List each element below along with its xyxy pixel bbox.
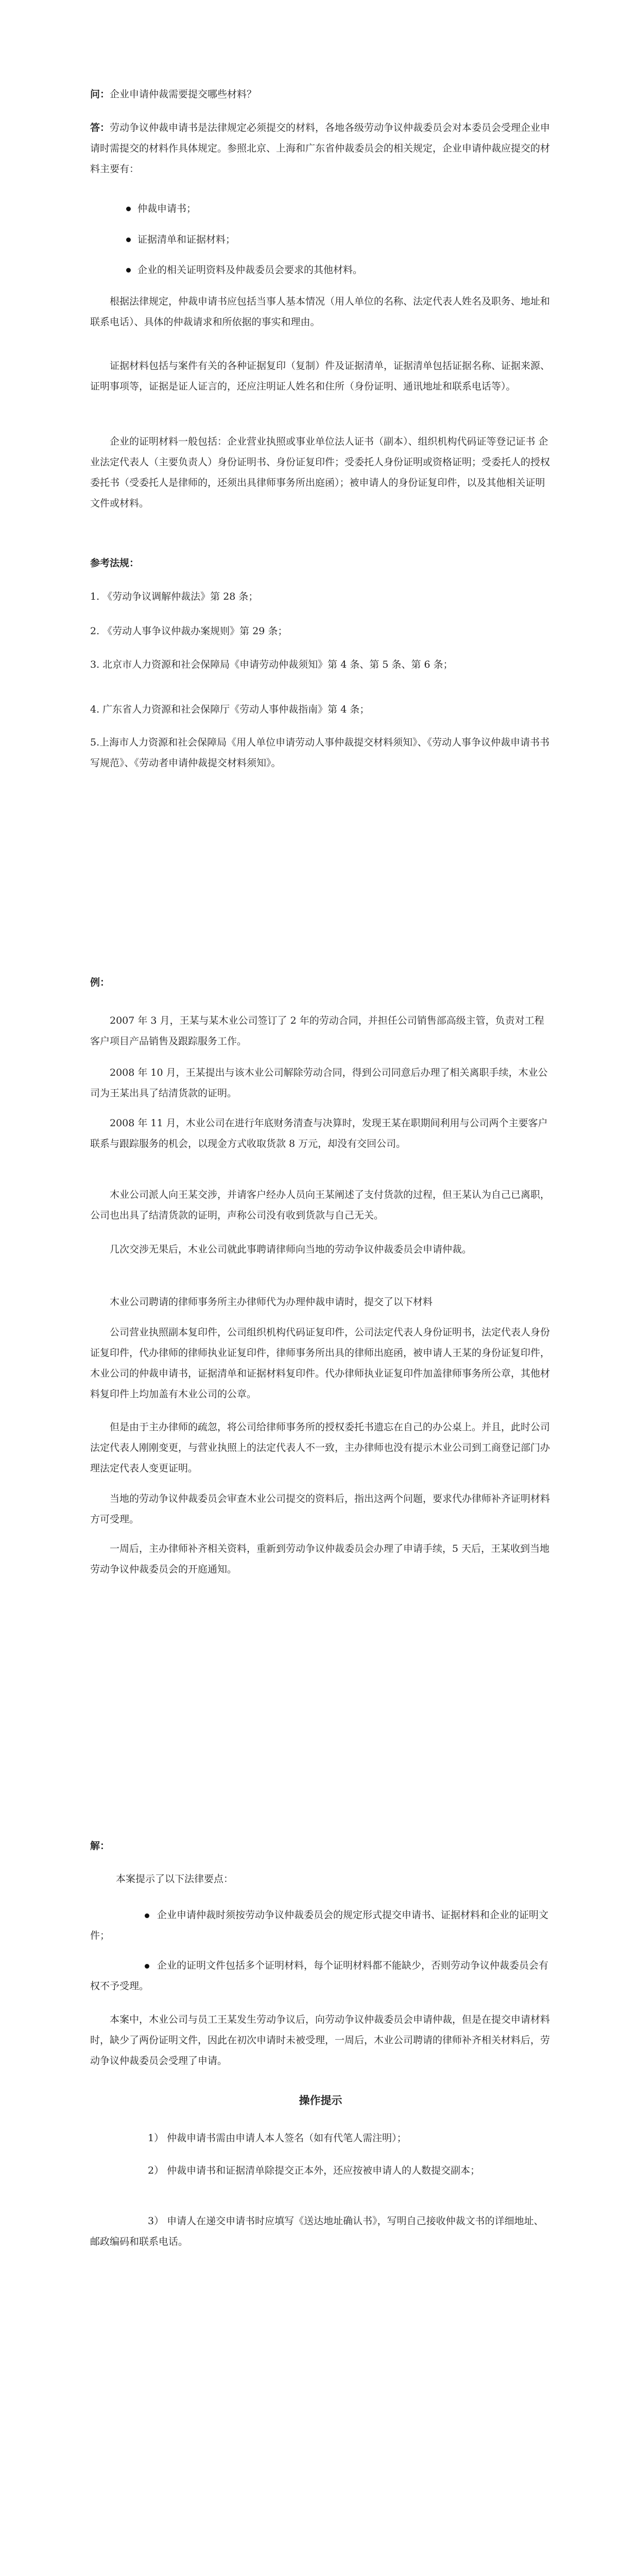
solution-conclusion: 本案中，木业公司与员工王某发生劳动争议后，向劳动争议仲裁委员会申请仲裁，但是在提交申请材料时，缺少了两份证明文件，因此在初次申请时未被受理，一周后，木业公司聘请的律师补齐相关材料后，劳动争议仲裁委员会受理了申请。	[90, 2014, 550, 2066]
solution-bullet	[90, 1955, 551, 1996]
example-paragraph: 木业公司聘请的律师事务所主办律师代为办理仲裁申请时，提交了以下材料	[110, 1296, 433, 1308]
example-paragraph: 但是由于主办律师的疏忽，将公司给律师事务所的授权委托书遗忘在自己的办公桌上。并且，此时公司法定代表人刚刚变更，与营业执照上的法定代表人不一致，主办律师也没有提示木业公司到工商登记部门办理法定代表人变更证明。	[90, 1421, 550, 1474]
tip-item: 1） 仲裁申请书需由申请人本人签名（如有代笔人需注明）；	[148, 2132, 407, 2144]
bullet-dot	[145, 1964, 149, 1969]
reference-item: 4. 广东省人力资源和社会保障厅《劳动人事仲裁指南》第 4 条；	[90, 704, 370, 715]
example-paragraph: 公司营业执照副本复印件，公司组织机构代码证复印件，公司法定代表人身份证明书，法定代表人身份证复印件，代办律师的律师执业证复印件，律师事务所出具的律师出庭函，被申请人王某的身份证复印件，木业公司的仲裁申请书，证据清单和证据材料复印件。代办律师执业证复印件加盖律师事务所公章，其他材料复印件上均加盖有木业公司的公章。	[90, 1327, 550, 1400]
answer-bullet: 证据清单和证据材料；	[137, 229, 544, 250]
answer-bullet: 仲裁申请书；	[137, 198, 544, 219]
solution-bullet	[90, 1905, 551, 1946]
bullet-dot	[145, 1913, 149, 1918]
example-paragraph: 2007 年 3 月，王某与某木业公司签订了 2 年的劳动合同，并担任公司销售部高级主管，负责对工程客户项目产品销售及跟踪服务工作。	[90, 1015, 544, 1047]
solution-intro: 本案提示了以下法律要点：	[116, 1873, 234, 1885]
references-title: 参考法规：	[90, 557, 140, 569]
example-paragraph: 木业公司派人向王某交涉，并请客户经办人员向王某阐述了支付货款的过程，但王某认为自己已离职，公司也出具了结清货款的证明，声称公司没有收到货款与自己无关。	[90, 1189, 550, 1221]
question-text: 企业申请仲裁需要提交哪些材料？	[110, 89, 257, 100]
solution-bullet-text: 企业申请仲裁时须按劳动争议仲裁委员会的规定形式提交申请书、证据材料和企业的证明文件；	[90, 1909, 549, 1941]
example-title: 例：	[90, 977, 110, 988]
tip-item: 3） 申请人在递交申请书时应填写《送达地址确认书》，写明自己接收仲裁文书的详细地址、邮政编码和联系电话。	[90, 2215, 544, 2247]
solution-title: 解：	[90, 1840, 110, 1852]
question-line	[90, 84, 551, 105]
answer-paragraph	[90, 117, 551, 179]
answer-label: 答：	[90, 122, 110, 133]
reference-item: 3. 北京市人力资源和社会保障局《申请劳动仲裁须知》第 4 条、第 5 条、第 6 条；	[90, 659, 453, 670]
example-paragraph: 几次交涉无果后，木业公司就此事聘请律师向当地的劳动争议仲裁委员会申请仲裁。	[110, 1244, 472, 1255]
answer-text: 劳动争议仲裁申请书是法律规定必须提交的材料，各地各级劳动争议仲裁委员会对本委员会受理企业申请时需提交的材料作具体规定。参照北京、上海和广东省仲裁委员会的相关规定，企业申请仲裁应提交的材料主要有：	[90, 122, 550, 175]
example-paragraph: 2008 年 10 月，王某提出与该木业公司解除劳动合同，得到公司同意后办理了相关离职手续，木业公司为王某出具了结清货款的证明。	[90, 1067, 548, 1099]
example-paragraph: 2008 年 11 月，木业公司在进行年底财务清查与决算时，发现王某在职期间利用与公司两个主要客户联系与跟踪服务的机会，以现金方式收取货款 8 万元，却没有交回公司。	[90, 1117, 548, 1149]
answer-bullet: 企业的相关证明资料及仲裁委员会要求的其他材料。	[137, 260, 544, 280]
answer-paragraph: 证据材料包括与案件有关的各种证据复印（复制）件及证据清单，证据清单包括证据名称、证据来源、证明事项等，证据是证人证言的，还应注明证人姓名和住所（身份证明、通讯地址和联系电话等）。	[90, 360, 550, 392]
reference-item: 2. 《劳动人事争议仲裁办案规则》第 29 条；	[90, 625, 288, 637]
tip-item: 2） 仲裁申请书和证据清单除提交正本外，还应按被申请人的人数提交副本；	[148, 2165, 480, 2176]
solution-bullet-text: 企业的证明文件包括多个证明材料，每个证明材料都不能缺少，否则劳动争议仲裁委员会有权不予受理。	[90, 1960, 549, 1992]
answer-paragraph: 根据法律规定，仲裁申请书应包括当事人基本情况（用人单位的名称、法定代表人姓名及职务、地址和联系电话）、具体的仲裁请求和所依据的事实和理由。	[90, 296, 550, 328]
example-paragraph: 当地的劳动争议仲裁委员会审查木业公司提交的资料后，指出这两个问题，要求代办律师补齐证明材料方可受理。	[90, 1493, 550, 1525]
tips-title: 操作提示	[299, 2094, 342, 2107]
reference-item: 1. 《劳动争议调解仲裁法》第 28 条；	[90, 591, 258, 602]
question-label: 问：	[90, 89, 110, 100]
answer-paragraph: 企业的证明材料一般包括：企业营业执照或事业单位法人证书（副本）、组织机构代码证等登记证书 企业法定代表人（主要负责人）身份证明书、身份证复印件；受委托人身份证明或资格证明；受委托人的授权委托书（受委托人是律师的，还须出具律师事务所出庭函）；被申请人的身份证复印件，以及其他相关证明文件或材料。	[90, 436, 550, 509]
reference-item: 5.上海市人力资源和社会保障局《用人单位申请劳动人事仲裁提交材料须知》、《劳动人事争议仲裁申请书书写规范》、《劳动者申请仲裁提交材料须知》。	[90, 737, 550, 769]
example-paragraph: 一周后，主办律师补齐相关资料，重新到劳动争议仲裁委员会办理了申请手续，5 天后，王某收到当地劳动争议仲裁委员会的开庭通知。	[90, 1543, 550, 1575]
